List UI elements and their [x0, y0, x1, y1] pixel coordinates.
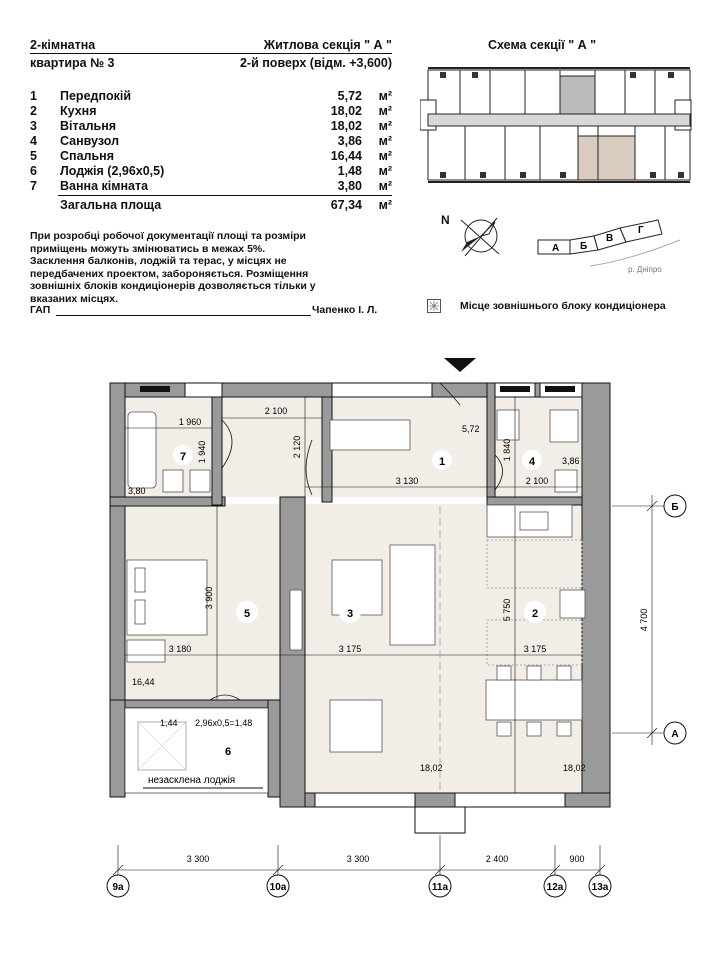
- dim-2100-mid: 2 100: [525, 476, 549, 486]
- north-label: N: [441, 213, 450, 227]
- river-label: р. Дніпро: [628, 265, 662, 274]
- axis-10a: 10а: [269, 882, 287, 893]
- washer: [163, 470, 183, 492]
- room-number-1: 1: [438, 456, 446, 468]
- ac-legend-label: Місце зовнішнього блоку кондиціонера: [460, 300, 666, 312]
- total-row: Загальна площа 67,34 м²: [60, 198, 392, 212]
- section-label-b: Б: [580, 241, 588, 252]
- dim-3175-b: 3 175: [523, 644, 547, 654]
- apartment-number: квартира № 3: [30, 56, 115, 70]
- signature-line: [56, 315, 311, 316]
- dim-3900: 3 900: [204, 586, 214, 610]
- dim-bottom-3300-a: 3 300: [186, 854, 210, 864]
- room-area-3: 18,02: [420, 763, 443, 773]
- axis-b: Б: [671, 502, 679, 513]
- axis-9a: 9а: [112, 882, 124, 893]
- section-label-a: А: [552, 243, 560, 254]
- compass-icon: [455, 212, 505, 262]
- scheme-corridor: [428, 114, 690, 126]
- armchair: [330, 700, 382, 752]
- dim-bottom-900: 900: [569, 854, 585, 864]
- right-wall: [582, 383, 610, 793]
- total-rule: [58, 195, 392, 196]
- apartment-highlight: [578, 136, 598, 180]
- section-label-v: В: [606, 233, 614, 244]
- ac-unit-icon: [427, 299, 441, 313]
- room-row: 4 Санвузол 3,86 м²: [30, 134, 392, 148]
- axis-12a: 12а: [546, 882, 564, 893]
- sofa: [390, 545, 435, 645]
- room-number-5: 5: [243, 608, 251, 620]
- dim-bottom-3300-b: 3 300: [346, 854, 370, 864]
- room-row: 5 Спальня 16,44 м²: [30, 149, 392, 163]
- section-scheme: [420, 62, 707, 192]
- room-area-2: 18,02: [563, 763, 586, 773]
- room-number-3: 3: [346, 608, 354, 620]
- dim-3180: 3 180: [168, 644, 192, 654]
- bathtub: [128, 412, 156, 488]
- section-label-g: Г: [638, 225, 644, 236]
- dim-2120: 2 120: [292, 435, 302, 459]
- wardrobe: [330, 420, 410, 450]
- gap-name: Чапенко І. Л.: [312, 304, 378, 316]
- room-number-6: 6: [224, 746, 232, 758]
- sections-scheme: [530, 218, 690, 280]
- room-area-1: 5,72: [462, 424, 480, 434]
- dim-bottom-2400: 2 400: [485, 854, 509, 864]
- header-rule: [30, 53, 392, 54]
- dim-3175-a: 3 175: [338, 644, 362, 654]
- loggia-dimension: 2,96x0,5=1,48: [195, 718, 253, 728]
- dining-table: [486, 680, 582, 720]
- room-row: 7 Ванна кімната 3,80 м²: [30, 179, 392, 193]
- room-row: 2 Кухня 18,02 м²: [30, 104, 392, 118]
- apartment-type: 2-кімнатна: [30, 38, 96, 52]
- axis-13a: 13а: [591, 882, 609, 893]
- axis-a: А: [671, 729, 679, 740]
- axis-11a: 11а: [431, 882, 449, 893]
- room-number-4: 4: [528, 456, 536, 468]
- room-number-2: 2: [531, 608, 539, 620]
- entrance-marker: [444, 358, 476, 372]
- scheme-title: Схема секції " А ": [488, 38, 597, 52]
- room-row: 1 Передпокій 5,72 м²: [30, 89, 392, 103]
- room-area-7: 3,80: [128, 486, 146, 496]
- section-title: Житлова секція " А ": [263, 38, 392, 52]
- gap-label: ГАП: [30, 304, 51, 316]
- floor-plan: [0, 350, 727, 960]
- room-area-4: 3,86: [562, 456, 580, 466]
- stove: [560, 590, 585, 618]
- room-area-5: 16,44: [132, 677, 155, 687]
- dim-1960: 1 960: [178, 417, 202, 427]
- floor-label: 2-й поверх (відм. +3,600): [239, 56, 392, 70]
- notes-block: При розробці робочої документації площі та розміри приміщень можуть змінюватись в межах 5%. Засклення балконів, лоджій та терас, у місцях не передбачених проектом, забороняється. Розміщення зовнішніх блоків кондиціонерів дозволяється тільки у вказаних місцях.: [30, 230, 316, 305]
- shower: [550, 410, 578, 442]
- dim-3130: 3 130: [395, 476, 419, 486]
- room-row: 6 Лоджія (2,96x0,5) 1,48 м²: [30, 164, 392, 178]
- dim-1840: 1 840: [502, 438, 512, 462]
- loggia-label: незасклена лоджія: [148, 775, 236, 786]
- dim-2100-top: 2 100: [264, 406, 288, 416]
- dim-1940: 1 940: [197, 440, 207, 464]
- room-row: 3 Вітальня 18,02 м²: [30, 119, 392, 133]
- room-area-6: 1,44: [160, 718, 178, 728]
- dim-4700: 4 700: [639, 608, 649, 632]
- dim-5750: 5 750: [502, 598, 512, 622]
- room-number-7: 7: [179, 451, 187, 463]
